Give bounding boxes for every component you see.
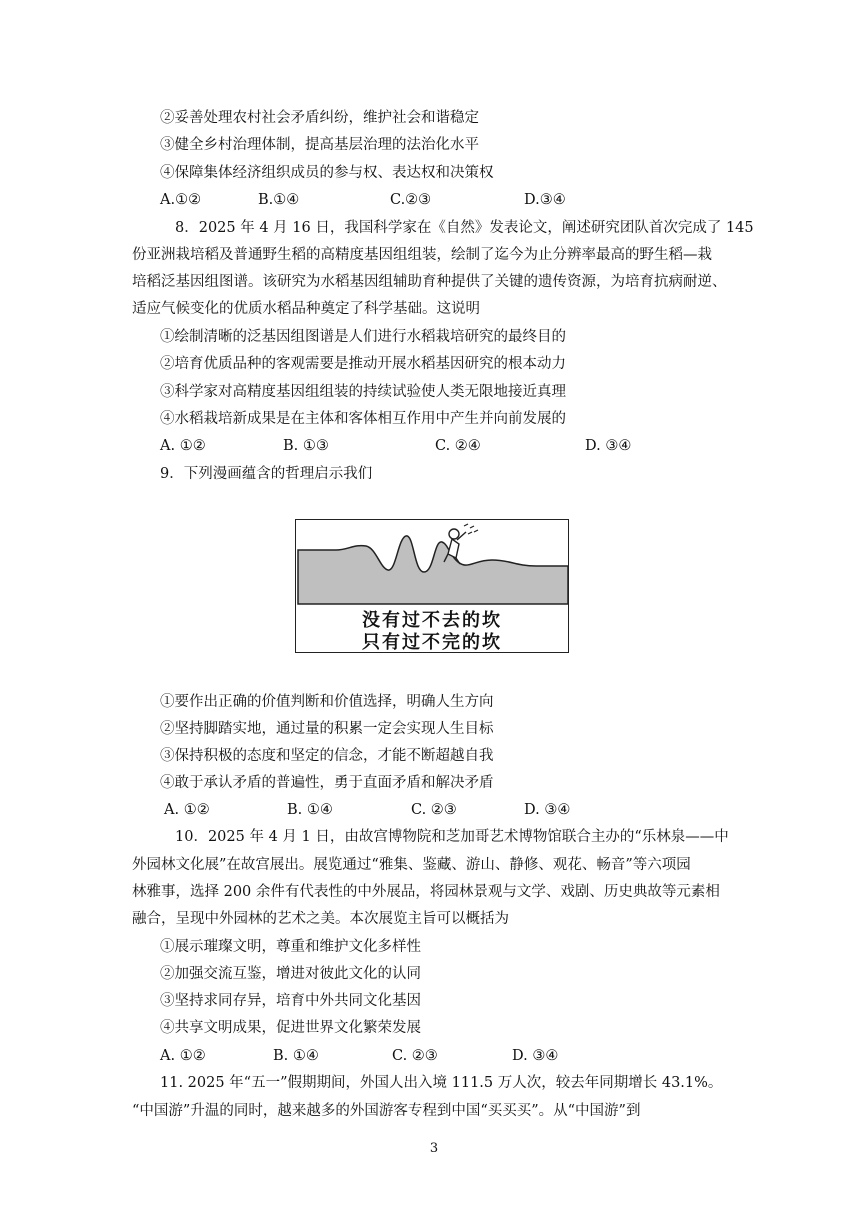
q9-choice-a: A. ①② xyxy=(164,802,210,818)
q10-stem-line-2: 外园林文化展”在故宫展出。展览通过“雅集、鉴藏、游山、静修、观花、畅音”等六项园 xyxy=(132,857,691,873)
q7-choice-a: A.①② xyxy=(160,192,202,208)
q8-stem-line-3: 培稻泛基因组图谱。该研究为水稻基因组辅助育种提供了关键的遗传资源，为培育抗病耐逆、 xyxy=(132,274,727,290)
q8-option-3: ③科学家对高精度基因组组装的持续试验使人类无限地接近真理 xyxy=(160,384,566,400)
q10-stem-line-3: 林雅事，选择 200 余件有代表性的中外展品，将园林景观与文学、戏剧、历史典故等元素相 xyxy=(132,884,720,900)
q10-option-3: ③坚持求同存异，培育中外共同文化基因 xyxy=(160,993,421,1009)
page-number: 3 xyxy=(429,1141,439,1156)
q9-choice-c: C. ②③ xyxy=(411,802,457,818)
q11-stem-line-1: 11. 2025 年“五一”假期期间，外国人出入境 111.5 万人次，较去年同期增长 43.1%。 xyxy=(160,1075,723,1091)
q9-choice-d: D. ③④ xyxy=(524,802,571,818)
q7-choice-b: B.①④ xyxy=(258,192,300,208)
q7-option-2: ②妥善处理农村社会矛盾纠纷，维护社会和谐稳定 xyxy=(160,110,479,126)
q8-stem-line-4: 适应气候变化的优质水稻品种奠定了科学基础。这说明 xyxy=(132,301,480,317)
q10-choice-d: D. ③④ xyxy=(512,1048,559,1064)
q8-option-1: ①绘制清晰的泛基因组图谱是人们进行水稻栽培研究的最终目的 xyxy=(160,329,566,345)
q9-option-3: ③保持积极的态度和坚定的信念，才能不断超越自我 xyxy=(160,748,494,764)
q10-choice-b: B. ①④ xyxy=(273,1048,319,1064)
q11-stem-line-2: “中国游”升温的同时，越来越多的外国游客专程到中国“买买买”。从“中国游”到 xyxy=(132,1103,641,1119)
q10-stem-line-4: 融合，呈现中外园林的艺术之美。本次展览主旨可以概括为 xyxy=(132,911,509,927)
q8-stem-line-2: 份亚洲栽培稻及普通野生稻的高精度基因组组装，绘制了迄今为止分辨率最高的野生稻—栽 xyxy=(132,247,712,263)
q7-option-3: ③健全乡村治理体制，提高基层治理的法治化水平 xyxy=(160,137,479,153)
cartoon-caption-line-1: 没有过不去的坎 xyxy=(362,610,502,631)
q10-choice-a: A. ①② xyxy=(160,1048,206,1064)
q8-choice-c: C. ②④ xyxy=(435,438,481,454)
q10-option-2: ②加强交流互鉴，增进对彼此文化的认同 xyxy=(160,966,421,982)
q9-option-4: ④敢于承认矛盾的普遍性，勇于直面矛盾和解决矛盾 xyxy=(160,775,494,791)
q8-choice-a: A. ①② xyxy=(160,438,206,454)
q8-choice-d: D. ③④ xyxy=(585,438,632,454)
q9-option-1: ①要作出正确的价值判断和价值选择，明确人生方向 xyxy=(160,694,494,710)
q9-stem: 9．下列漫画蕴含的哲理启示我们 xyxy=(160,466,373,482)
q9-choice-b: B. ①④ xyxy=(287,802,333,818)
q7-choice-d: D.③④ xyxy=(524,192,566,208)
q10-option-4: ④共享文明成果，促进世界文化繁荣发展 xyxy=(160,1020,421,1036)
q7-choice-c: C.②③ xyxy=(390,192,432,208)
q10-option-1: ①展示璀璨文明，尊重和维护文化多样性 xyxy=(160,939,421,955)
cartoon-caption-line-2: 只有过不完的坎 xyxy=(362,632,502,653)
q8-stem-line-1: 8．2025 年 4 月 16 日，我国科学家在《自然》发表论文，阐述研究团队首次完成了 145 xyxy=(175,220,754,236)
q8-option-4: ④水稻栽培新成果是在主体和客体相互作用中产生并向前发展的 xyxy=(160,411,566,427)
q9-cartoon xyxy=(295,519,569,653)
q7-option-4: ④保障集体经济组织成员的参与权、表达权和决策权 xyxy=(160,165,494,181)
q8-option-2: ②培育优质品种的客观需要是推动开展水稻基因研究的根本动力 xyxy=(160,356,566,372)
q9-option-2: ②坚持脚踏实地，通过量的积累一定会实现人生目标 xyxy=(160,721,494,737)
q8-choice-b: B. ①③ xyxy=(283,438,329,454)
ground-terrain xyxy=(298,536,568,604)
q10-choice-c: C. ②③ xyxy=(392,1048,438,1064)
q10-stem-line-1: 10．2025 年 4 月 1 日，由故宫博物院和芝加哥艺术博物馆联合主办的“乐林泉——中 xyxy=(175,829,729,845)
